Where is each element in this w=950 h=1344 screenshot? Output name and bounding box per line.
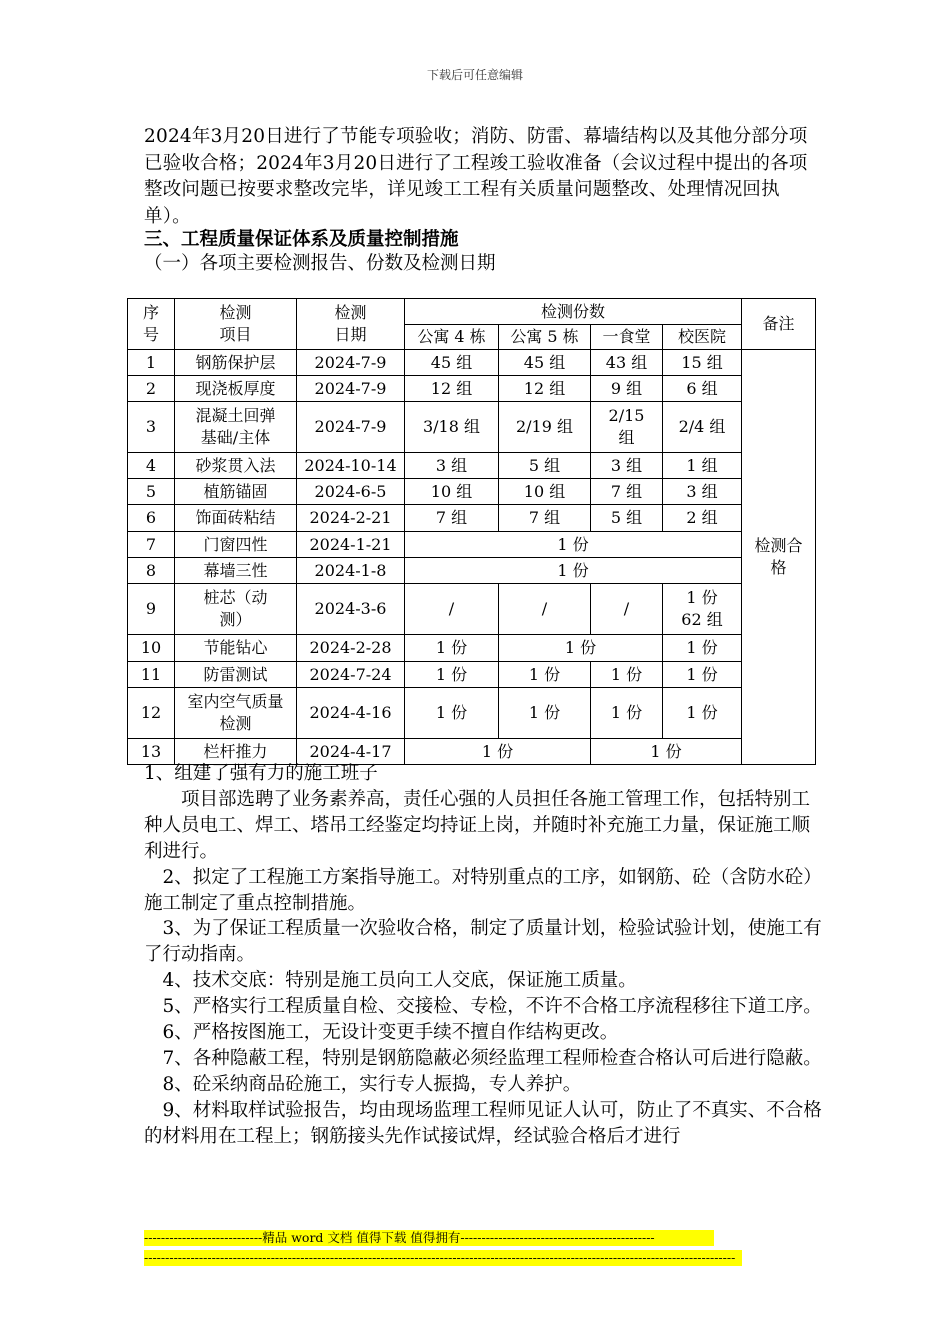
row-seq: 11 [128,662,175,688]
body-paragraph: 3、为了保证工程质量一次验收合格，制定了质量计划，检验试验计划，使施工有了行动指南。 [144,918,822,966]
sub-title: （一）各项主要检测报告、份数及检测日期 [144,253,496,274]
header-date: 检测 日期 [297,299,405,350]
row-count: 1 份 [405,662,499,688]
table-row [128,479,816,505]
row-item: 砂浆贯入法 [175,453,297,479]
row-count: 45 组 [405,350,499,376]
row-count: 1 份 [663,688,742,739]
row-count: 1 组 [663,453,742,479]
row-count: 1 份 [499,635,663,662]
row-item: 幕墙三性 [175,558,297,584]
row-count: 1 份 [591,662,663,688]
inspection-table [127,298,816,765]
row-count: 10 组 [405,479,499,505]
row-count: 2 组 [663,505,742,532]
row-count: 2/19 组 [499,402,591,453]
row-date: 2024-6-5 [297,479,405,505]
row-count: 1 份 [405,532,742,558]
table-row [128,350,816,376]
row-item: 现浇板厚度 [175,376,297,402]
row-count: 1 份 [405,558,742,584]
row-date: 2024-3-6 [297,584,405,635]
row-item: 钢筋保护层 [175,350,297,376]
body-paragraph: 7、各种隐蔽工程，特别是钢筋隐蔽必须经监理工程师检查合格认可后进行隐蔽。 [144,1047,822,1069]
table-row [128,505,816,532]
table-row [128,584,816,635]
remark-cell: 检测合 格 [742,350,816,765]
row-count: 3/18 组 [405,402,499,453]
row-count: 15 组 [663,350,742,376]
row-item: 门窗四性 [175,532,297,558]
row-count: / [405,584,499,635]
table-header-row [128,299,816,325]
row-count: 1 份 [663,662,742,688]
row-count: 1 份 [405,635,499,662]
row-seq: 9 [128,584,175,635]
row-count: 43 组 [591,350,663,376]
row-count: 1 份 [591,688,663,739]
row-count: 1 份 62 组 [663,584,742,635]
row-count: 1 份 [405,739,591,765]
table-row [128,662,816,688]
header-building: 公寓 4 栋 [405,325,499,350]
footer-line-2: -------------------------------------------------------------------------------------------------------------------------------------------- [144,1250,742,1266]
section-title: 三、工程质量保证体系及质量控制措施 [144,229,459,250]
row-count: 2/4 组 [663,402,742,453]
body-paragraph: 5、严格实行工程质量自检、交接检、专检，不许不合格工序流程移往下道工序。 [144,996,822,1018]
intro-paragraph: 2024年3月20日进行了节能专项验收；消防、防雷、幕墙结构以及其他分部分项已验收合格；2024年3月20日进行了工程竣工验收准备（会议过程中提出的各项整改问题已按要求整改完毕，详见竣工工程有关质量问题整改、处理情况回执单）。 [144,126,808,227]
row-count: 1 份 [499,662,591,688]
row-count: 7 组 [591,479,663,505]
row-seq: 6 [128,505,175,532]
row-item: 室内空气质量 检测 [175,688,297,739]
row-count: 3 组 [663,479,742,505]
row-seq: 3 [128,402,175,453]
row-date: 2024-7-9 [297,376,405,402]
body-paragraph: 9、材料取样试验报告，均由现场监理工程师见证人认可，防止了不真实、不合格的材料用在工程上；钢筋接头先作试接试焊，经试验合格后才进行 [144,1099,822,1147]
row-date: 2024-1-8 [297,558,405,584]
row-date: 2024-7-9 [297,402,405,453]
table-row [128,635,816,662]
body-paragraph: 6、严格按图施工，无设计变更手续不擅自作结构更改。 [144,1022,619,1044]
row-count: 45 组 [499,350,591,376]
row-date: 2024-1-21 [297,532,405,558]
body-paragraph: 8、砼采纳商品砼施工，实行专人振捣，专人养护。 [144,1073,582,1095]
row-seq: 8 [128,558,175,584]
row-count: 5 组 [591,505,663,532]
row-seq: 5 [128,479,175,505]
header-building: 校医院 [663,325,742,350]
header-seq: 序 号 [128,299,175,350]
header-counts: 检测份数 [405,299,742,325]
row-item: 植筋锚固 [175,479,297,505]
row-date: 2024-4-17 [297,739,405,765]
body-paragraph: 项目部选聘了业务素养高，责任心强的人员担任各施工管理工作，包括特别工种人员电工、焊工、塔吊工经鉴定均持证上岗，并随时补充施工力量，保证施工顺利进行。 [144,788,811,862]
row-seq: 1 [128,350,175,376]
footer-banner [144,1230,742,1265]
header-item: 检测 项目 [175,299,297,350]
row-count: 12 组 [405,376,499,402]
body-text [144,761,824,1150]
row-count: 10 组 [499,479,591,505]
row-item: 防雷测试 [175,662,297,688]
header-building: 一食堂 [591,325,663,350]
row-date: 2024-7-9 [297,350,405,376]
body-paragraph: 4、技术交底：特别是施工员向工人交底，保证施工质量。 [144,970,637,992]
row-date: 2024-10-14 [297,453,405,479]
row-seq: 7 [128,532,175,558]
row-count: 5 组 [499,453,591,479]
row-count: / [591,584,663,635]
row-count: 3 组 [591,453,663,479]
header-note: 下载后可任意编辑 [426,68,523,82]
row-count: 6 组 [663,376,742,402]
row-count: 1 份 [499,688,591,739]
row-date: 2024-4-16 [297,688,405,739]
row-item: 混凝土回弹 基础/主体 [175,402,297,453]
row-date: 2024-2-21 [297,505,405,532]
footer-line-1: ----------------------------精品 word 文档 值得下载 值得拥有---------------------------------------------- [144,1230,714,1246]
row-count: 2/15 组 [591,402,663,453]
header-remark: 备注 [742,299,816,350]
table-row [128,688,816,739]
row-count: 12 组 [499,376,591,402]
row-seq: 13 [128,739,175,765]
header-building: 公寓 5 栋 [499,325,591,350]
row-count: 7 组 [499,505,591,532]
row-seq: 12 [128,688,175,739]
row-count: 3 组 [405,453,499,479]
table-row [128,453,816,479]
table-row [128,558,816,584]
row-seq: 2 [128,376,175,402]
row-count: / [499,584,591,635]
row-count: 1 份 [591,739,742,765]
row-seq: 10 [128,635,175,662]
table-row [128,532,816,558]
row-count: 7 组 [405,505,499,532]
row-count: 9 组 [591,376,663,402]
row-item: 桩芯（动 测） [175,584,297,635]
body-paragraph: 2、拟定了工程施工方案指导施工。对特别重点的工序，如钢筋、砼（含防水砼）施工制定了重点控制措施。 [144,866,822,914]
row-date: 2024-2-28 [297,635,405,662]
table-row [128,402,816,453]
row-count: 1 份 [663,635,742,662]
row-date: 2024-7-24 [297,662,405,688]
table-row [128,376,816,402]
row-item: 饰面砖粘结 [175,505,297,532]
row-item: 栏杆推力 [175,739,297,765]
body-paragraph: 1、组建了强有力的施工班子 [144,763,378,784]
row-seq: 4 [128,453,175,479]
row-item: 节能钻心 [175,635,297,662]
row-count: 1 份 [405,688,499,739]
